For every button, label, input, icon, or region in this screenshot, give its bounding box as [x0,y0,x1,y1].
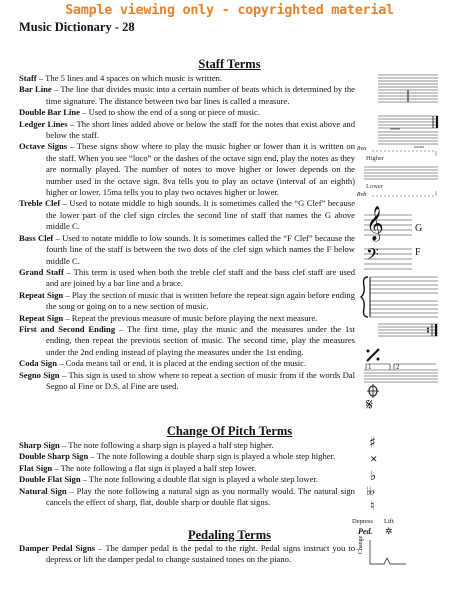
entry-ledger-lines [19,119,355,142]
entry-natural-sign [19,486,355,509]
term: Bass Clef [19,232,54,243]
definition: – Used to notate middle to low sounds. It is sometimes called the “F Clef” because the fourth line of the staff is between the two dots of the clef sign which names the F below middle C. [46,232,355,266]
higher-label: Higher [366,155,385,162]
octave-signs-illustration [357,145,440,203]
entry-double-flat-sign [19,474,355,485]
term: Natural Sign [19,485,67,496]
definition: – Repeat the previous measure of music before playing the next measure. [63,312,318,323]
bass-clef-illustration [360,244,440,271]
bar-line-illustration [360,88,440,104]
term: Double Flat Sign [19,474,81,485]
definition: – The first time, play the music and the measures under the 1st ending, then repeat the previous section of music. The second time, play the measures under the 2nd ending instead of playing the measures under the 1st ending. [46,323,355,357]
pitch-terms-list [19,440,355,508]
measure-repeat-icon [364,347,386,363]
entry-flat-sign [19,463,355,474]
term: Damper Pedal Signs [19,543,96,553]
definition: – This term is used when both the treble clef staff and the bass clef staff are used and are joined by a bar line and a brace. [46,266,356,289]
repeat-sign-illustration [360,322,440,338]
definition: – The note following a double flat sign is played a whole step lower. [80,474,318,485]
term: Bar Line [19,84,52,95]
section-title-pedaling: Pedaling Terms [188,528,271,542]
octave-higher-mark: 8va [357,145,367,152]
term: Coda Sign [19,358,57,369]
term: Segno Sign [19,369,60,380]
entry-staff [19,73,355,84]
term: Treble Clef [19,198,61,209]
octave-lower-mark: 8vb [357,191,367,198]
term: Sharp Sign [19,440,60,450]
grand-staff-illustration [360,274,440,320]
definition: – These signs show where to play the music higher or lower than it is written on the staff. When you see “loco” or the dashes of the octave sign end, play the notes as they are normally played. The number of notes to move higher or lower depends on the number used in the octave sign. 8va tells you to play an octave (interval of an eighth) higher or lower. 15ma tells you to play two octaves higher or lower. [46,141,355,198]
pedaling-terms-list [19,543,355,566]
section-title-pitch: Change Of Pitch Terms [166,424,293,438]
term: Double Sharp Sign [19,451,89,462]
pedal-depress-mark: Ped. [358,527,373,536]
entry-double-sharp-sign [19,451,355,462]
treble-clef-icon: 𝄞 [366,206,384,241]
pedal-signs-illustration [350,518,450,578]
pedal-release-icon: ✲ [385,526,393,536]
first-ending-number: 1 [368,363,372,371]
staff-terms-list [19,73,355,392]
entry-damper-pedal-signs [19,543,355,566]
endings-staff [360,362,440,384]
entry-treble-clef [19,198,355,232]
definition: – This sign is used to show where to repeat a section of music from if the words Dal Segno al Fine or D.S. al Fine are used. [46,369,355,391]
pedal-lift-label: Lift [384,518,394,525]
segno-sign-icon: 𝄋 [366,395,373,414]
flat-sign-icon: ♭ [370,469,377,484]
entry-octave-signs [19,141,355,198]
term: Staff [19,73,37,83]
double-flat-sign-icon: ♭♭ [366,484,374,498]
entry-first-second-ending [19,324,355,358]
definition: – Used to show the end of a song or piece of music. [79,107,260,118]
entry-segno-sign [19,370,355,393]
entry-coda-sign [19,358,355,369]
definition: – The 5 lines and 4 spaces on which music is written. [36,73,222,83]
pedal-depress-label: Depress [352,518,373,525]
entry-sharp-sign [19,440,355,451]
entry-measure-repeat-sign [19,313,355,324]
definition: – The short lines added above or below the staff for the notes that exist above and below the staff. [46,118,355,141]
section-title-staff: Staff Terms [198,57,261,71]
staff-illustration [360,73,440,89]
definition: – Used to notate middle to high sounds. It is sometimes called the “G Clef” because the lower part of the clef sign circles the second line of staff that names the G above middle C. [46,198,356,232]
definition: – The line that divides music into a certain number of beats which is determined by the time signature. The distance between two bar lines is called a measure. [46,84,355,106]
bass-clef-icon: 𝄢 [366,244,379,268]
term: Ledger Lines [19,118,68,129]
term: Repeat Sign [19,312,64,323]
entry-double-bar-line [19,107,355,118]
definition: – Play the section of music that is written before the repeat sign again before ending the song or going on to a new section of music. [46,289,355,312]
definition: – The note following a sharp sign is played a half step higher. [59,440,274,450]
natural-sign-icon: ♮ [370,499,375,514]
ledger-lines-illustration [360,127,440,149]
sharp-sign-icon: ♯ [369,435,376,451]
measure-repeat-illustration [360,347,440,361]
definition: – Play the note following a natural sign as you normally would. The natural sign cancels the effect of sharp, flat, double sharp or double flat signs. [46,485,355,508]
definition: – Coda means tail or end, it is placed at the ending section of the music. [56,358,307,369]
definition: – The damper pedal is the pedal to the right. Pedal signs instruct you to depress or lift the damper pedal to change sustained tones on the piano. [46,543,355,565]
double-sharp-sign-icon: ✕ [370,455,378,465]
entry-grand-staff [19,267,355,290]
pitch-signs-column [360,436,440,528]
definition: – The note following a double sharp sign is played a whole step higher. [88,451,336,462]
segno-illustration [360,395,440,416]
bass-f-label: F [415,247,421,258]
term: Double Bar Line [19,107,80,118]
term: Grand Staff [19,266,64,277]
page-title: Music Dictionary - 28 [19,20,135,34]
definition: – The note following a flat sign is played a half step lower. [52,462,257,473]
lower-label: Lower [366,183,383,190]
entry-bar-line [19,84,355,107]
treble-g-label: G [415,223,423,234]
term: Flat Sign [19,462,53,473]
term: Octave Signs [19,141,68,152]
endings-illustration [360,362,440,384]
entry-repeat-sign [19,290,355,313]
second-ending-number: 2 [396,363,400,371]
term: First and Second Ending [19,323,116,334]
term: Repeat Sign [19,289,64,300]
treble-clef-illustration [360,208,440,246]
entry-bass-clef [19,233,355,267]
copyright-watermark: Sample viewing only - copyrighted material [65,2,394,18]
pedal-change-label: Change [358,535,364,554]
